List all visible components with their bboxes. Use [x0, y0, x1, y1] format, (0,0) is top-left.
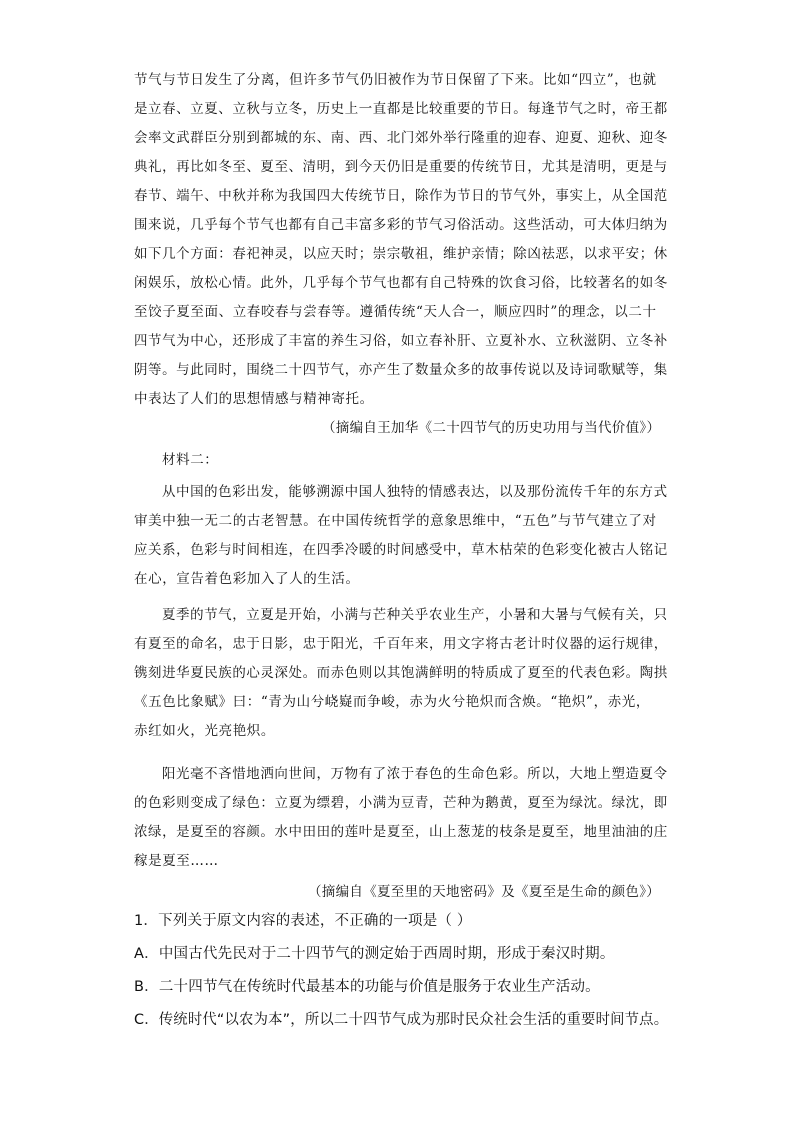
passage1-line: 春节、端午、中秋并称为我国四大传统节日，除作为节日的节气外，事实上，从全国范 — [134, 188, 668, 204]
material2-source: （摘编自《夏至里的天地密码》及《夏至是生命的颜色》） — [308, 884, 661, 900]
passage1-line: 围来说，几乎每个节气也都有自己丰富多彩的节气习俗活动。这些活动，可大体归纳为 — [134, 217, 668, 233]
passage1-source: （摘编自王加华《二十四节气的历史功用与当代价值》） — [322, 420, 661, 436]
passage1-line: 典礼，再比如冬至、夏至、清明，到今天仍旧是重要的传统节日，尤其是清明，更是与 — [134, 159, 668, 175]
material2-para1-line: 应关系，色彩与时间相连，在四季冷暖的时间感受中，草木枯荣的色彩变化被古人铭记 — [134, 542, 668, 558]
material2-para1-line: 从中国的色彩出发，能够溯源中国人独特的情感表达，以及那份流传千年的东方式 — [162, 484, 668, 500]
passage1-line: 如下几个方面：春祀神灵，以应天时；崇宗敬祖，维护亲情；除凶祛恶，以求平安；休 — [134, 246, 668, 262]
passage1-line: 四节气为中心，还形成了丰富的养生习俗，如立春补肝、立夏补水、立秋滋阴、立冬补 — [134, 333, 668, 349]
passage1-line: 至饺子夏至面、立春咬春与尝春等。遵循传统“天人合一，顺应四时”的理念，以二十 — [134, 304, 657, 320]
question-stem: 1．下列关于原文内容的表述，不正确的一项是（ ） — [134, 913, 472, 929]
passage1-line: 是立春、立夏、立秋与立冬，历史上一直都是比较重要的节日。每逢节气之时，帝王都 — [134, 101, 668, 117]
material2-para1-line: 审美中独一无二的古老智慧。在中国传统哲学的意象思维中，“五色”与节气建立了对 — [134, 513, 657, 529]
passage1-line: 节气与节日发生了分离，但许多节气仍旧被作为节日保留了下来。比如“四立”，也就 — [134, 72, 657, 88]
material2-para2-line: 有夏至的命名，忠于日影，忠于阳光，千百年来，用文字将古老计时仪器的运行规律， — [134, 636, 668, 652]
material2-para2-line: 赤红如火，光亮艳炽。 — [134, 723, 275, 739]
option-b: B．二十四节气在传统时代最基本的功能与价值是服务于农业生产活动。 — [134, 979, 600, 995]
material2-heading: 材料二： — [162, 452, 219, 468]
material2-para1-line: 在心，宣告着色彩加入了人的生活。 — [134, 571, 360, 587]
passage1-line: 阴等。与此同时，围绕二十四节气，亦产生了数量众多的故事传说以及诗词歌赋等，集 — [134, 362, 668, 378]
material2-para3-line: 稼是夏至…… — [134, 853, 219, 869]
passage1-line: 会率文武群臣分别到都城的东、南、西、北门郊外举行隆重的迎春、迎夏、迎秋、迎冬 — [134, 130, 668, 146]
material2-para3-line: 阳光毫不吝惜地洒向世间，万物有了浓于春色的生命色彩。所以，大地上塑造夏令 — [162, 766, 668, 782]
material2-para2-line: 镌刻进华夏民族的心灵深处。而赤色则以其饱满鲜明的特质成了夏至的代表色彩。陶拱 — [134, 665, 668, 681]
material2-para3-line: 的色彩则变成了绿色：立夏为缥碧，小满为豆青，芒种为鹅黄，夏至为绿沈。绿沈，即 — [134, 795, 668, 811]
option-a: A．中国古代先民对于二十四节气的测定始于西周时期，形成于秦汉时期。 — [134, 946, 615, 962]
passage1-line: 中表达了人们的思想情感与精神寄托。 — [134, 391, 374, 407]
material2-para2-line: 夏季的节气，立夏是开始，小满与芒种关乎农业生产，小暑和大暑与气候有关，只 — [162, 607, 668, 623]
material2-para2-line: 《五色比象赋》曰：“青为山兮峣嶷而争峻，赤为火兮艳炽而含焕。“艳炽”，赤光， — [134, 694, 651, 710]
option-c: C．传统时代“以农为本”，所以二十四节气成为那时民众社会生活的重要时间节点。 — [134, 1012, 669, 1028]
passage1-line: 闲娱乐，放松心情。此外，几乎每个节气也都有自己特殊的饮食习俗，比较著名的如冬 — [134, 275, 668, 291]
material2-para3-line: 浓绿，是夏至的容颜。水中田田的莲叶是夏至，山上葱茏的枝条是夏至，地里油油的庄 — [134, 824, 668, 840]
